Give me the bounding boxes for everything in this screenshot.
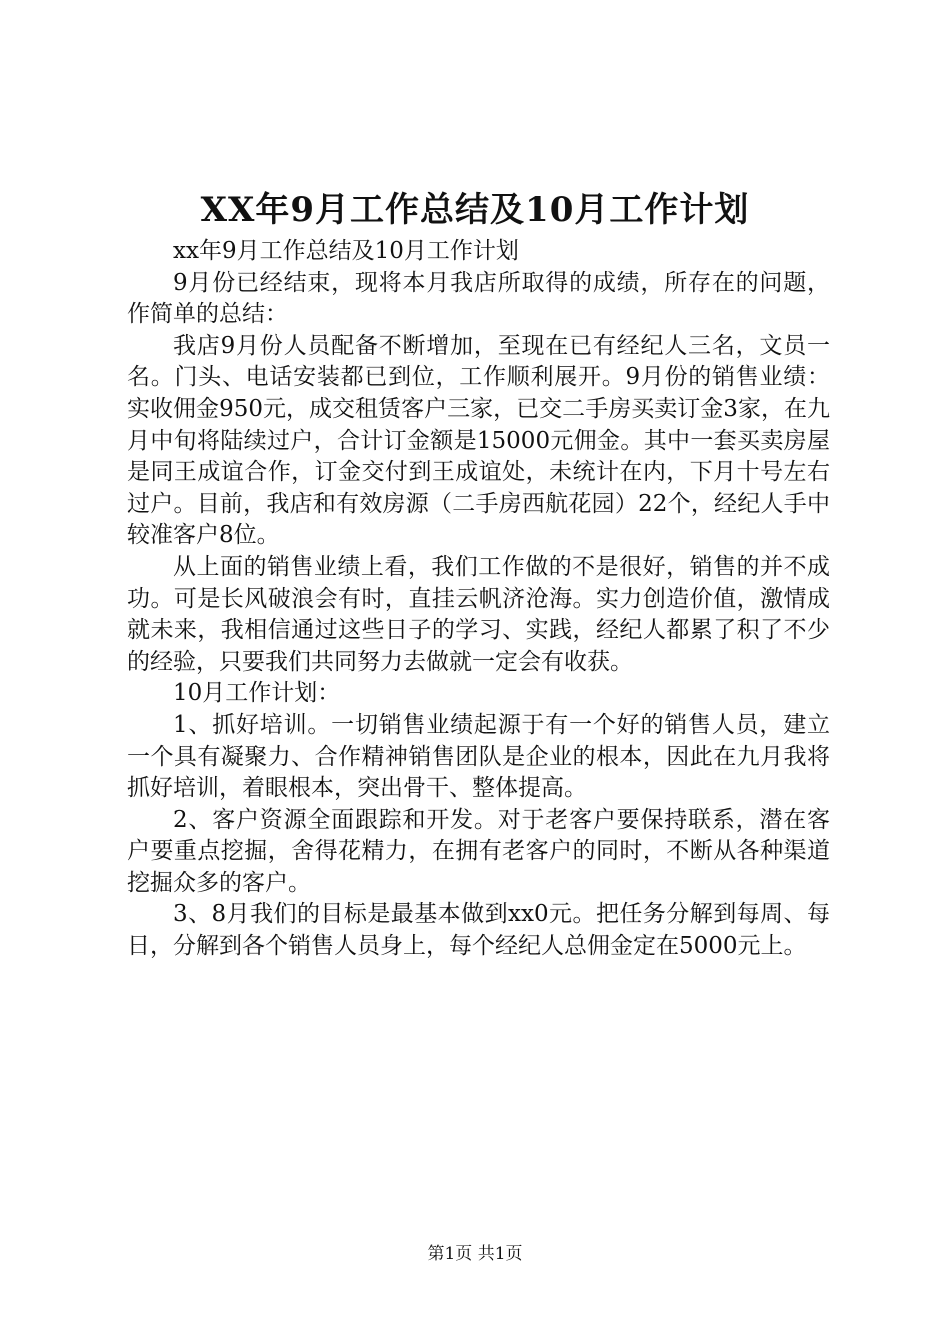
performance-paragraph: 我店9月份人员配备不断增加，至现在已有经纪人三名，文员一名。门头、电话安装都已到位，工作顺利展开。9月份的销售业绩：实收佣金950元，成交租赁客户三家，已交二手房买卖订金3家，在九月中旬将陆续过户，合计订金额是15000元佣金。其中一套买卖房屋是同王成谊合作，订金交付到王成谊处，未统计在内，下月十号左右过户。目前，我店和有效房源（二手房西航花园）22个，经纪人手中较准客户8位。: [127, 332, 830, 549]
plan-item-2: 2、客户资源全面跟踪和开发。对于老客户要保持联系，潜在客户要重点挖掘，舍得花精力，在拥有老客户的同时，不断从各种渠道挖掘众多的客户。: [127, 806, 830, 896]
reflection-paragraph: 从上面的销售业绩上看，我们工作做的不是很好，销售的并不成功。可是长风破浪会有时，直挂云帆济沧海。实力创造价值，激情成就未来，我相信通过这些日子的学习、实践，经纪人都累了积了不少的经验，只要我们共同努力去做就一定会有收获。: [127, 553, 830, 675]
document-body: [127, 236, 830, 963]
plan-heading: 10月工作计划：: [173, 680, 341, 707]
document-title: XX年9月工作总结及10月工作计划: [200, 190, 750, 230]
page-footer: 第1页 共1页: [427, 1244, 523, 1264]
intro-paragraph: 9月份已经结束，现将本月我店所取得的成绩，所存在的问题，作简单的总结：: [127, 269, 830, 328]
plan-item-1: 1、抓好培训。一切销售业绩起源于有一个好的销售人员，建立一个具有凝聚力、合作精神销售团队是企业的根本，因此在九月我将抓好培训，着眼根本，突出骨干、整体提高。: [127, 711, 830, 802]
subtitle-paragraph: xx年9月工作总结及10月工作计划: [173, 238, 519, 264]
plan-item-3: 3、8月我们的目标是最基本做到xx0元。把任务分解到每周、每日，分解到各个销售人员身上，每个经纪人总佣金定在5000元上。: [127, 901, 830, 960]
